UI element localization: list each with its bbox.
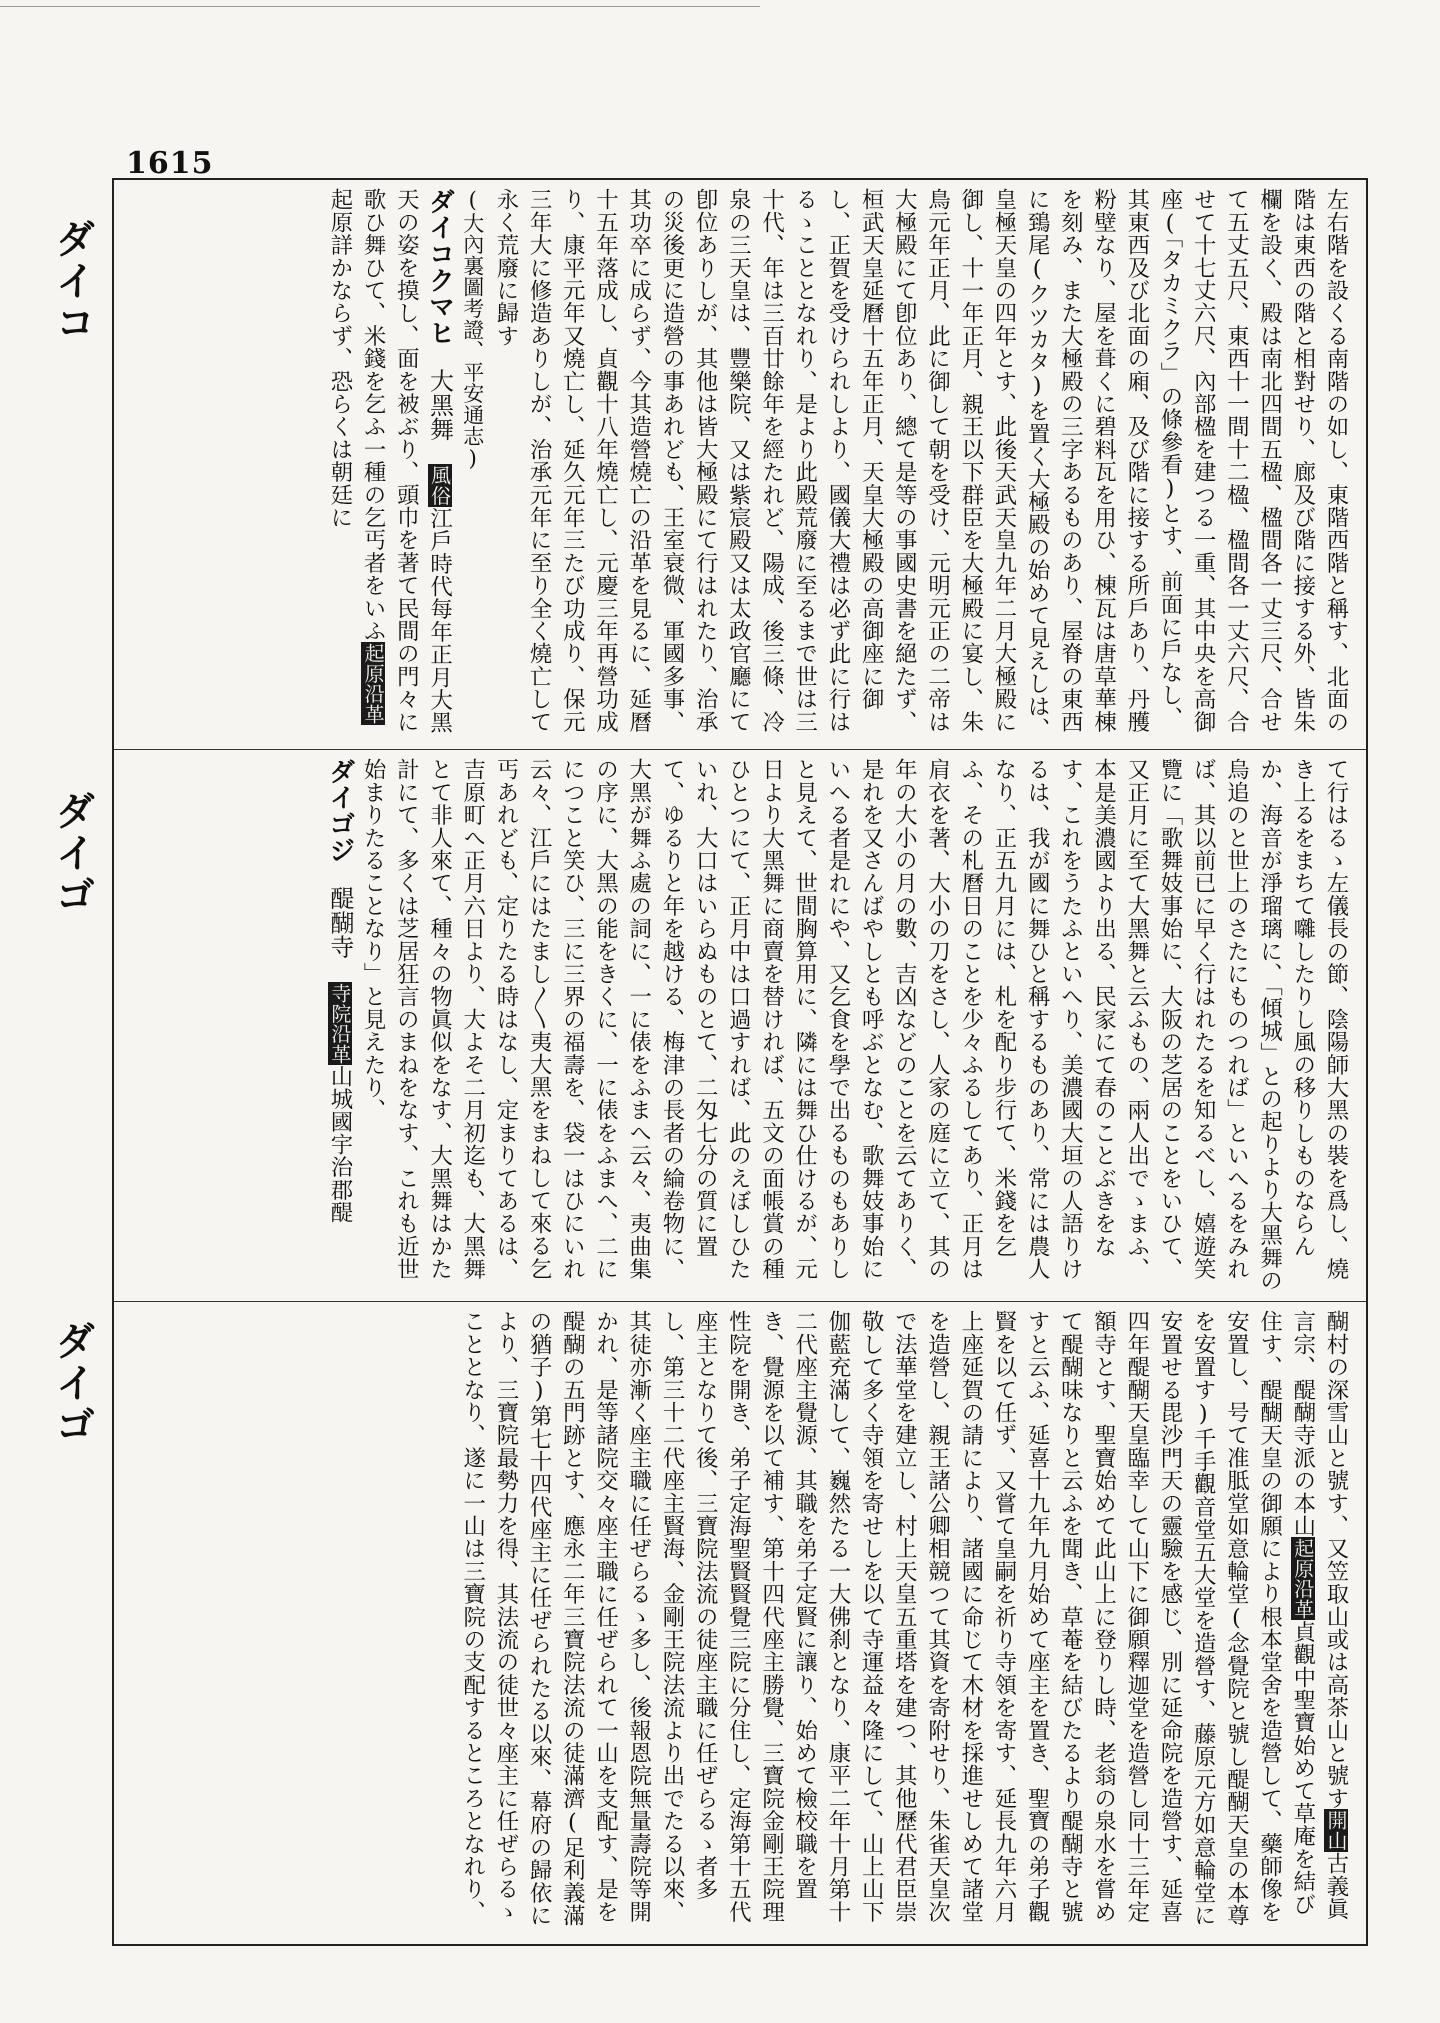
margin-label-daigo-1: ダイゴ [49,790,95,916]
page-number: 1615 [126,146,214,181]
citation: (大內裏圖考證、平安通志) [460,188,485,471]
section-text [128,758,1352,1293]
section-daigoji [114,750,1366,1302]
paragraph: て行はるゝ左儀長の節、陰陽師大黑の裝を爲し、燒き上るをまちて囃したりし風の移りしものならんか、海音が淨瑠璃に、「傾城」との起りより大黑舞の烏追のと世上のさたにものつれば」といへるをみれば、其以前已に早く行はれたるを知るべし、嬉遊笑覽に「歌舞妓事始に、大阪の芝居のことをいひて、又正月に至て大黑舞と云ふもの、兩人出でゝまふ、本是美濃國より出る、民家にて春のことぶきをなす、これをうたふといへり、美濃國大垣の人語りけるは、我が國に舞ひと稱するものあり、常には農人なり、正五九月には、札を配り步行て、米錢を乞ふ、その札曆日のことを少々ふるしてあり、正月は肩衣を著、大小の刀をさし、人家の庭に立て、其の年の大小の月の數、吉凶などのことを云てありく、是れを又さんばやしとも呼ぶとなむ、歌舞妓事始にいへる者是れにや、又乞食を學で出るものもありしと見えて、世間胸算用に、隣には舞ひ仕けるが、元日より大黑舞に商賣を替ければ、五文の面帳賞の種ひとつにて、正月中は口過すれば、此のえぼしひたいれ、大口はいらぬものとて、二匁七分の質に置て、ゆるりと年を越ける、梅津の長者の綸卷物に、大黑が舞ふ處の詞に、一に俵をふまへ云々、夷曲集の序に、大黑の能をきくに、一に俵をふまへ、二ににつこと笑ひ、三に三界の福壽を、袋一はひにいれ云々、江戶にはたまし〳〵夷大黑をまねして來る乞丐あれども、定りたる時はなし、定まりてあるは、吉原町へ正月六日より、大よそ二月初迄も、大黑舞とて非人來て、種々の物眞似をなす、大黑舞はかた計にて、多くは芝居狂言のまねをなす、これも近世始まりたることなり」と見えたり、 [360,758,1349,1292]
dictionary-page-frame [112,178,1368,1946]
headword: ダイゴジ [324,758,355,864]
section-daigoji-continued [114,1302,1366,1944]
category-tag: 寺院沿革 [327,982,352,1064]
paragraph: 左右階を設くる南階の如し、東階西階と稱す、北面の階は東西の階と相對せり、廊及び階に接する外、皆朱欄を設く、殿は南北四間五楹、楹間各一丈三尺、合せて五丈五尺、東西十一間十二楹、楹間各一丈六尺、合せて十七丈六尺、內部楹を建つる一重、其中央を高御座(「タカミクラ」の條參看)とす、前面に戶なし、其東西及び北面の廂、及び階に接する所戶あり、丹雘粉壁なり、屋を葺くに碧料瓦を用ひ、棟瓦は唐草華棟を刻み、また大極殿の三字あるものあり、屋脊の東西に鵄尾(クツカタ)を置く [1024,188,1349,733]
category-tag: 起原沿革 [361,643,386,725]
entry-body: 起原詳かならず、恐らくは朝廷に [326,188,353,529]
category-tag: 起原沿革 [1290,1538,1315,1620]
headword-kanji: 醍醐寺 [325,885,354,959]
paragraph: 醐村の深雪山と號す、又笠取山或は高茶山と號す [1323,1310,1349,1810]
category-tag: 風俗 [427,465,452,506]
section-text [128,188,1352,741]
category-tag: 開山 [1324,1810,1348,1852]
headword-kanji: 大黑舞 [425,368,454,442]
headword: ダイコクマヒ [424,188,455,346]
margin-label-daiko: ダイコ [49,218,95,344]
section-text [128,1310,1352,1936]
paragraph: 大極殿の始めて見えしは、皇極天皇の四年とす、此後天武天皇九年二月大極殿に御し、十一年正月、親王以下群臣を大極殿に宴し、朱鳥元年正月、此に御して朝を受け、元明元正の二帝は大極殿にて卽位あり、總て是等の事國史書を絕たず、桓武天皇延曆十五年正月、天皇大極殿の高御座に御し、正賀を受けられしより、國儀大禮は必ず此に行はるゝこととなれり、是より此殿荒廢に至るまで世は三十代、年は三百廿餘年を經たれど、陽成、後三條、冷泉の三天皇は、豐樂院、又は紫宸殿又は太政官廳にて卽位ありしが、其他は皆大極殿にて行はれたり、治承の災後更に造營の事あれども、王室衰微、軍國多事、其功卒に成らず、今其造營燒亡の沿革を見るに、延曆十五年落成し、貞觀十八年燒亡し、元慶三年再營功成り、康平元年又燒亡し、延久元年三たび功成り、保元三年大に修造ありしが、治承元年に至り全く燒亡して永く荒廢に歸す [492,188,1051,741]
top-rule [0,6,760,7]
entry-body: 山城國宇治郡醍 [326,1064,353,1224]
paragraph: 古義眞言宗、醍醐寺派の本山 [1289,1310,1349,1921]
section-daikokumai [114,180,1366,750]
paragraph: 貞觀中聖寶始めて草庵を結び住す、醍醐天皇の御願により根本堂舍を造營して、藥師像を安置し、号て准胝堂如意輪堂(念覺院と號し醍醐天皇の本尊を安置す)千手觀音堂五大堂を造營す、藤原元方如意輪堂に安置せる毘沙門天の靈驗を感じ、別に延命院を造營す、延喜四年醍醐天皇臨幸して山下に御願釋迦堂を造營し同十三年定額寺とす、聖寶始めて此山上に登りし時、老翁の泉水を嘗めて醍醐味なりと云ふを聞き、草菴を結びたるより醍醐寺と號すと云ふ、延喜十九年九月始めて座主を置き、聖寶の弟子觀賢を以て任ず、又嘗て皇嗣を祈り寺領を寄す、延長九年六月上座延賀の請により、諸國に命じて木材を採進せしめて諸堂を造營し、親王諸公卿相競つて其資を寄附せり、朱雀天皇次で法華堂を建立し、村上天皇五重塔を建つ、其他歷代君臣崇敬して多く寺領を寄せしを以て寺運益々隆にして、山上山下伽藍充滿して、巍然たる一大佛刹となり、康平二年十月第十二代座主覺源、其職を弟子定賢に讓り、始めて檢校職を置き、覺源を以て補す、第十四代座主勝覺、三寶院金剛王院理性院を開き、弟子定海聖賢賢覺三院に分住し、定海第十五代座主となりて後、三寶院法流の徒座主職に任ぜらるゝ者多し、第三十二代座主賢海、金剛王院法流より出でたる以來、其徒亦漸く座主職に任ぜらるゝ多し、後報恩院無量壽院等開かれ、是等諸院交々座主職に任ぜられて一山を支配す、是を醍醐の五門跡とす、應永二年三寶院法流の徒滿濟(足利義滿の猶子)第七十四代座主に任ぜられたる以來、幕府の歸依により、三寶院最勢力を得、其法流の徒世々座主に任ぜらるゝこととなり、遂に一山は三寶院の支配するところとなれり、 [459,1310,1316,1927]
margin-label-daigo-2: ダイゴ [49,1320,95,1446]
entry-body: 江戶時代每年正月大黑天の姿を摸し、面を被ぶり、頭巾を著て民間の門々に歌ひ舞ひて、米錢を乞ふ一種の乞丐者をいふ [360,188,453,734]
